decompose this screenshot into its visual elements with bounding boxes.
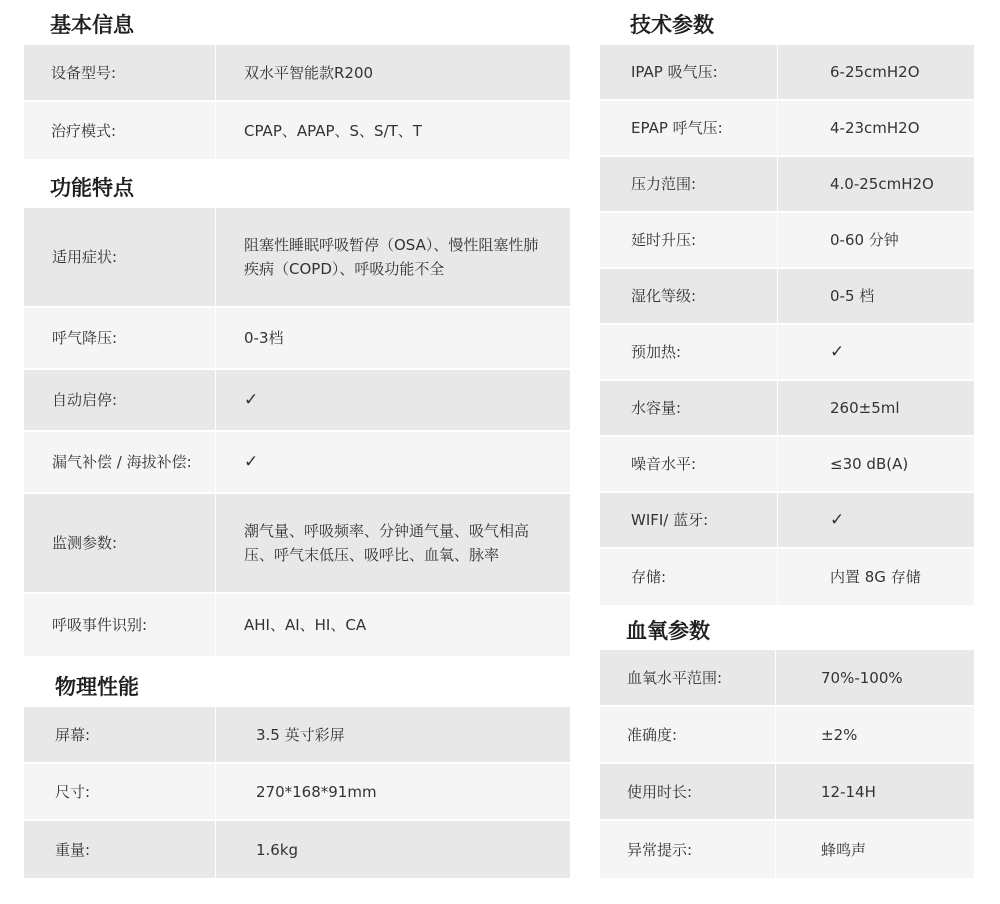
physical-table [24, 707, 570, 878]
column-divider [777, 45, 778, 99]
column-divider [775, 764, 776, 819]
tech-row-label: 存储: [631, 568, 667, 586]
tech-row-label: 预加热: [631, 343, 682, 361]
oxygen-row-value: ±2% [821, 725, 858, 744]
tech-params-table [600, 45, 974, 605]
column-divider [215, 821, 216, 878]
oxygen-row-value: 70%-100% [821, 668, 903, 687]
features-row-value: AHI、AI、HI、CA [244, 616, 367, 634]
tech-row [600, 45, 974, 101]
tech-row-value: 0-5 档 [830, 287, 875, 305]
column-divider [215, 308, 216, 368]
basic-row-value: 双水平智能款R200 [244, 63, 374, 82]
oxygen-row-label: 使用时长: [627, 782, 693, 801]
oxygen-row [600, 764, 974, 821]
tech-row-value: 4-23cmH2O [830, 119, 920, 137]
basic-row-label: 设备型号: [51, 63, 117, 82]
column-divider [215, 764, 216, 819]
oxygen-row-value: 12-14H [821, 782, 876, 801]
tech-row-value: ≤30 dB(A) [830, 455, 909, 473]
oxygen-row [600, 821, 974, 878]
tech-row-label: 延时升压: [631, 231, 697, 249]
tech-row-label: WIFI/ 蓝牙: [631, 511, 709, 529]
tech-row [600, 157, 974, 213]
features-row-label: 呼吸事件识别: [52, 616, 148, 634]
tech-row [600, 213, 974, 269]
section-title-oxygen: 血氧参数 [626, 619, 710, 643]
physical-row-label: 屏幕: [55, 725, 91, 744]
column-divider [777, 101, 778, 155]
column-divider [775, 821, 776, 878]
physical-row-value: 270*168*91mm [256, 782, 377, 801]
features-row-label: 漏气补偿 / 海拔补偿: [52, 453, 192, 471]
physical-row [24, 707, 570, 764]
column-divider [777, 493, 778, 547]
column-divider [775, 650, 776, 705]
physical-row-label: 尺寸: [55, 782, 91, 801]
column-divider [215, 594, 216, 656]
tech-row-value: 4.0-25cmH2O [830, 175, 934, 193]
features-row [24, 594, 570, 656]
tech-row-label: 湿化等级: [631, 287, 697, 305]
physical-row [24, 821, 570, 878]
basic-row-label: 治疗模式: [51, 121, 117, 140]
features-row-label: 监测参数: [52, 534, 118, 552]
tech-row [600, 325, 974, 381]
section-title-basic: 基本信息 [50, 13, 134, 37]
physical-row [24, 764, 570, 821]
features-row-value: 阻塞性睡眠呼吸暂停（OSA）、慢性阻塞性肺疾病（COPD）、呼吸功能不全 [244, 236, 539, 278]
features-table [24, 208, 570, 656]
physical-row-value: 3.5 英寸彩屏 [256, 725, 345, 744]
oxygen-row-label: 血氧水平范围: [627, 668, 723, 687]
features-row-label: 呼气降压: [52, 329, 118, 347]
features-row-value: 潮气量、呼吸频率、分钟通气量、吸气相高压、呼气末低压、吸呼比、血氧、脉率 [244, 522, 530, 564]
features-row [24, 308, 570, 370]
column-divider [215, 370, 216, 430]
column-divider [777, 437, 778, 491]
section-title-features: 功能特点 [50, 176, 134, 200]
tech-row-label: 水容量: [631, 399, 682, 417]
tech-row [600, 549, 974, 605]
features-row [24, 494, 570, 594]
checkmark-icon: ✓ [244, 390, 259, 410]
column-divider [777, 325, 778, 379]
checkmark-icon: ✓ [830, 510, 845, 530]
section-title-physical: 物理性能 [55, 675, 139, 699]
tech-row [600, 101, 974, 157]
column-divider [215, 432, 216, 492]
oxygen-row-label: 异常提示: [627, 840, 693, 859]
features-row-label: 适用症状: [52, 248, 118, 266]
features-row-value: 0-3档 [244, 329, 284, 347]
tech-row-value: 0-60 分钟 [830, 231, 899, 249]
tech-row [600, 269, 974, 325]
oxygen-row [600, 650, 974, 707]
tech-row-value: 内置 8G 存储 [830, 568, 921, 586]
tech-row-label: 噪音水平: [631, 455, 697, 473]
basic-row-value: CPAP、APAP、S、S/T、T [244, 121, 422, 140]
features-row-label: 自动启停: [52, 391, 118, 409]
oxygen-row-value: 蜂鸣声 [821, 840, 867, 859]
column-divider [777, 549, 778, 605]
physical-row-label: 重量: [55, 840, 91, 859]
tech-row-label: EPAP 呼气压: [631, 119, 723, 137]
basic-row [24, 45, 570, 102]
column-divider [775, 707, 776, 762]
oxygen-params-table [600, 650, 974, 878]
oxygen-row-label: 准确度: [627, 725, 678, 744]
physical-row-value: 1.6kg [256, 840, 299, 859]
tech-row-label: IPAP 吸气压: [631, 63, 718, 81]
column-divider [215, 102, 216, 159]
checkmark-icon: ✓ [244, 452, 259, 472]
column-divider [215, 494, 216, 592]
features-row [24, 432, 570, 494]
tech-row-label: 压力范围: [631, 175, 697, 193]
tech-row-value: 6-25cmH2O [830, 63, 920, 81]
column-divider [215, 208, 216, 306]
basic-info-table [24, 45, 570, 159]
column-divider [215, 45, 216, 100]
checkmark-icon: ✓ [830, 342, 845, 362]
features-row [24, 370, 570, 432]
oxygen-row [600, 707, 974, 764]
features-row [24, 208, 570, 308]
tech-row [600, 437, 974, 493]
column-divider [215, 707, 216, 762]
column-divider [777, 157, 778, 211]
section-title-tech: 技术参数 [630, 13, 714, 37]
column-divider [777, 269, 778, 323]
basic-row [24, 102, 570, 159]
column-divider [777, 381, 778, 435]
column-divider [777, 213, 778, 267]
tech-row-value: 260±5ml [830, 399, 900, 417]
tech-row [600, 493, 974, 549]
tech-row [600, 381, 974, 437]
